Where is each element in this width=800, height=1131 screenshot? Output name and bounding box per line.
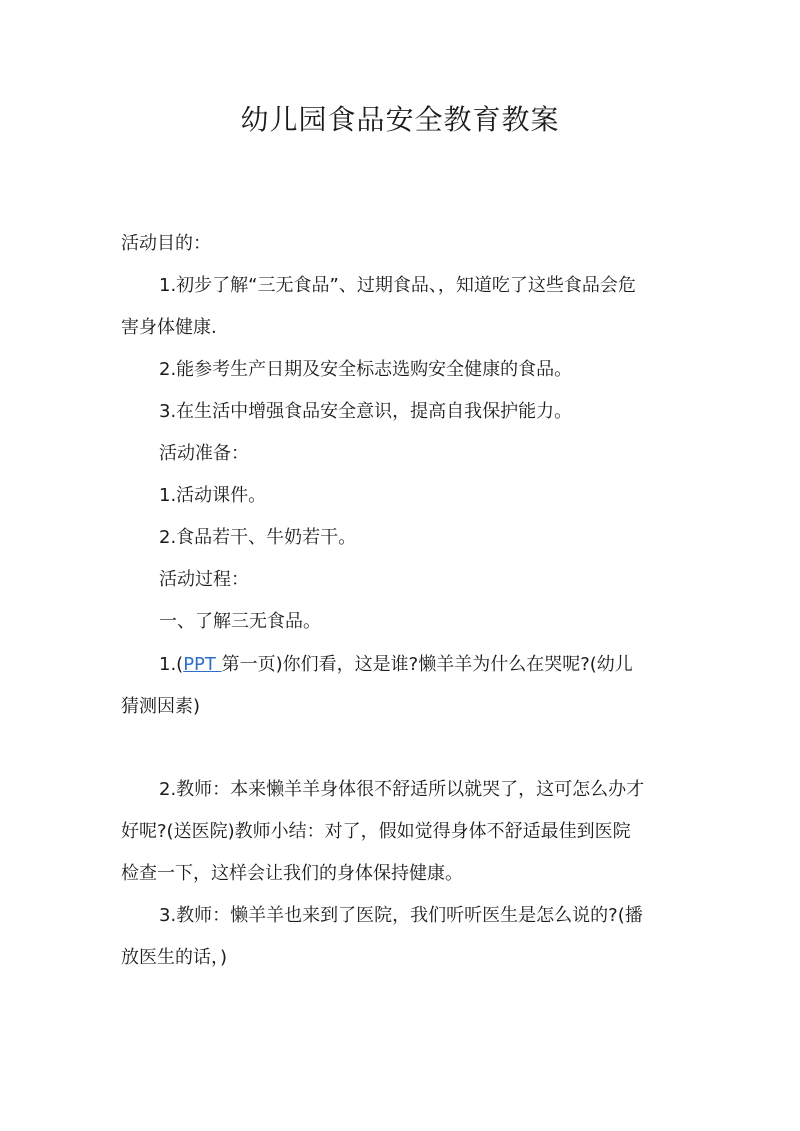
- paragraph-line: 好呢?(送医院)教师小结：对了，假如觉得身体不舒适最佳到医院: [121, 821, 631, 842]
- paragraph-line: 1.活动课件。: [159, 485, 267, 506]
- section-heading-preparation: 活动准备：: [159, 443, 249, 464]
- section-heading-process: 活动过程：: [159, 569, 249, 590]
- paragraph-line: 2.食品若干、牛奶若干。: [159, 527, 357, 548]
- ppt-line-suffix: 第一页)你们看，这是谁?懒羊羊为什么在哭呢?(幼儿: [221, 654, 633, 675]
- paragraph-line: 放医生的话，): [121, 947, 228, 968]
- section-heading-goals: 活动目的：: [121, 233, 211, 254]
- document-title: 幼儿园食品安全教育教案: [240, 103, 560, 136]
- paragraph-line: 害身体健康.: [121, 317, 217, 338]
- paragraph-line: 1.初步了解“三无食品”、过期食品、，知道吃了这些食品会危: [159, 275, 636, 296]
- paragraph-line-ppt: [159, 653, 633, 677]
- ppt-link[interactable]: PPT: [183, 654, 222, 675]
- paragraph-line: 3.在生活中增强食品安全意识，提高自我保护能力。: [159, 401, 573, 422]
- paragraph-line: 3.教师：懒羊羊也来到了医院，我们听听医生是怎么说的?(播: [159, 905, 643, 926]
- paragraph-line: 2.能参考生产日期及安全标志选购安全健康的食品。: [159, 359, 573, 380]
- paragraph-line: 猜测因素): [121, 696, 201, 717]
- paragraph-line: 检查一下，这样会让我们的身体保持健康。: [121, 863, 463, 884]
- paragraph-line: 一、了解三无食品。: [159, 611, 321, 632]
- paragraph-line: 2.教师：本来懒羊羊身体很不舒适所以就哭了，这可怎么办才: [159, 779, 645, 800]
- ppt-line-prefix: 1.(: [159, 654, 184, 675]
